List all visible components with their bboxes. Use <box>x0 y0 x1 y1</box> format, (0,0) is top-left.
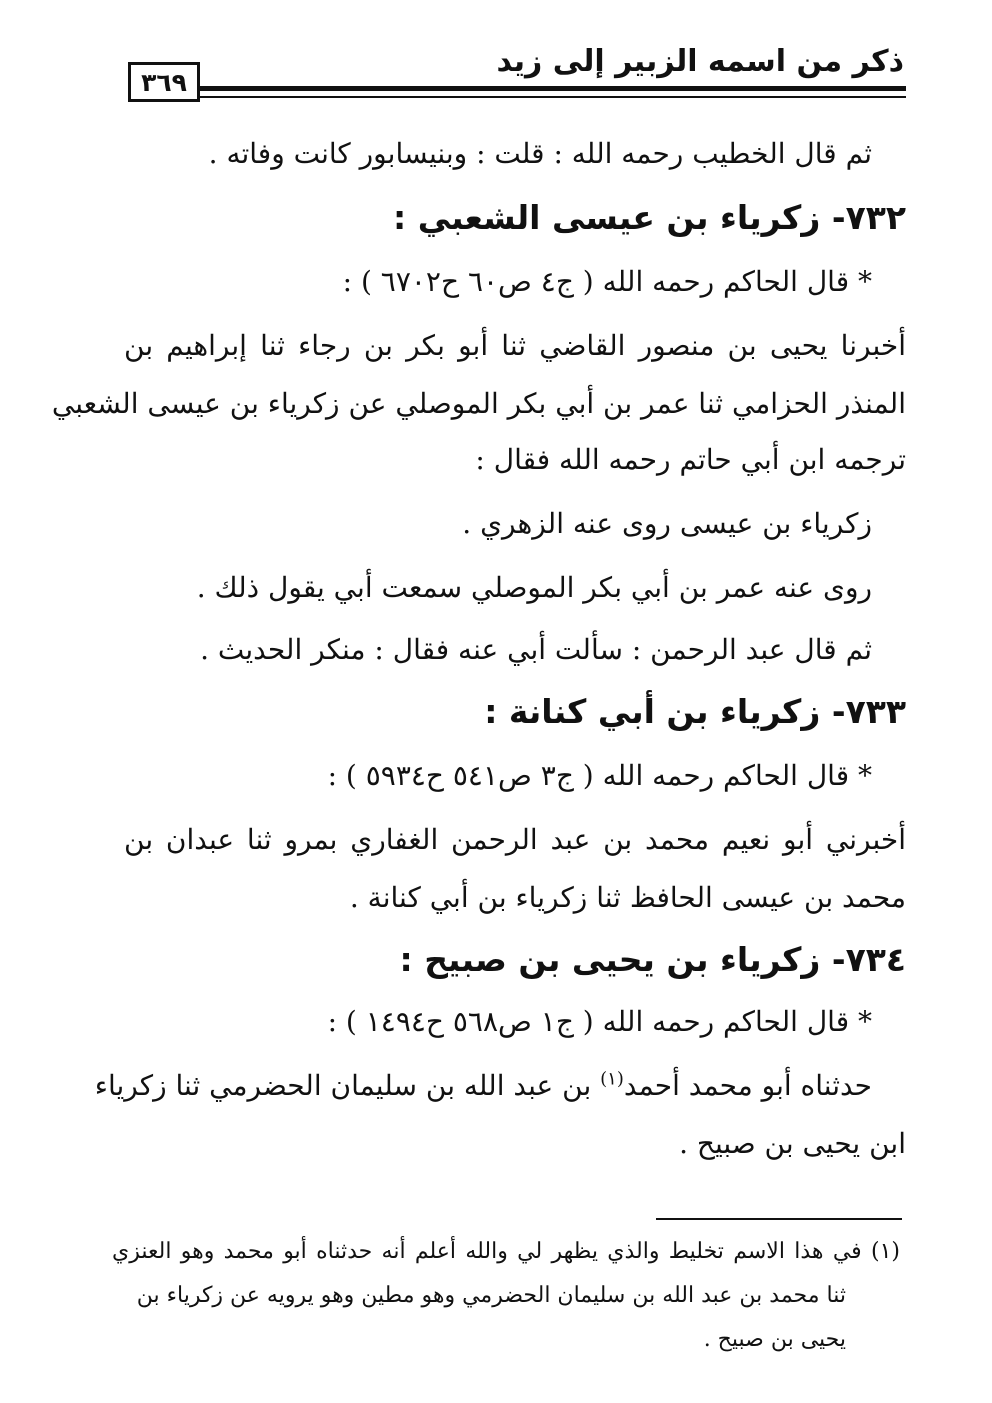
text-line <box>95 1066 872 1106</box>
header-rule-thin <box>200 96 906 98</box>
text-line: أخبرني أبو نعيم محمد بن عبد الرحمن الغفاري بمرو ثنا عبدان بن <box>124 823 906 856</box>
footnote-separator <box>656 1218 902 1220</box>
page-number: ٣٦٩ <box>128 62 200 102</box>
text-line: المنذر الحزامي ثنا عمر بن أبي بكر الموصلي عن زكرياء بن عيسى الشعبي <box>51 387 906 420</box>
text-line: زكرياء بن عيسى روى عنه الزهري . <box>462 507 872 540</box>
text-line: ابن يحيى بن صبيح . <box>679 1127 906 1160</box>
footnote-line: ثنا محمد بن عبد الله بن سليمان الحضرمي وهو مطين وهو يرويه عن زكرياء بن <box>136 1283 846 1308</box>
source-citation: * قال الحاكم رحمه الله ( ج٤ ص٦٠ ح٦٧٠٢ ) : <box>342 265 872 298</box>
text-line: ثم قال عبد الرحمن : سألت أبي عنه فقال : منكر الحديث . <box>200 633 872 666</box>
entry-heading-732: ٧٣٢- زكرياء بن عيسى الشعبي : <box>393 198 906 237</box>
text-fragment: بن عبد الله بن سليمان الحضرمي ثنا زكرياء <box>94 1069 601 1102</box>
running-header-title: ذكر من اسمه الزبير إلى زيد <box>496 44 904 79</box>
footnote-line: يحيى بن صبيح . <box>703 1327 846 1352</box>
text-line: روى عنه عمر بن أبي بكر الموصلي سمعت أبي يقول ذلك . <box>196 571 872 604</box>
source-citation: * قال الحاكم رحمه الله ( ج١ ص٥٦٨ ح١٤٩٤ ) : <box>327 1005 872 1038</box>
text-line: ثم قال الخطيب رحمه الله : قلت : وبنيسابور كانت وفاته . <box>208 137 872 170</box>
text-line: ترجمه ابن أبي حاتم رحمه الله فقال : <box>475 443 906 476</box>
footnote-line: (١) في هذا الاسم تخليط والذي يظهر لي والله أعلم أنه حدثناه أبو محمد وهو العنزي <box>112 1239 900 1264</box>
entry-heading-733: ٧٣٣- زكرياء بن أبي كنانة : <box>484 692 906 731</box>
source-citation: * قال الحاكم رحمه الله ( ج٣ ص٥٤١ ح٥٩٣٤ ) : <box>327 759 872 792</box>
text-line: محمد بن عيسى الحافظ ثنا زكرياء بن أبي كنانة . <box>349 881 906 914</box>
entry-heading-734: ٧٣٤- زكرياء بن يحيى بن صبيح : <box>399 940 906 979</box>
text-fragment: حدثناه أبو محمد أحمد <box>623 1069 872 1102</box>
text-line: أخبرنا يحيى بن منصور القاضي ثنا أبو بكر بن رجاء ثنا إبراهيم بن <box>124 329 906 362</box>
header-rule-thick <box>200 86 906 91</box>
footnote-marker: (١) <box>600 1068 624 1090</box>
